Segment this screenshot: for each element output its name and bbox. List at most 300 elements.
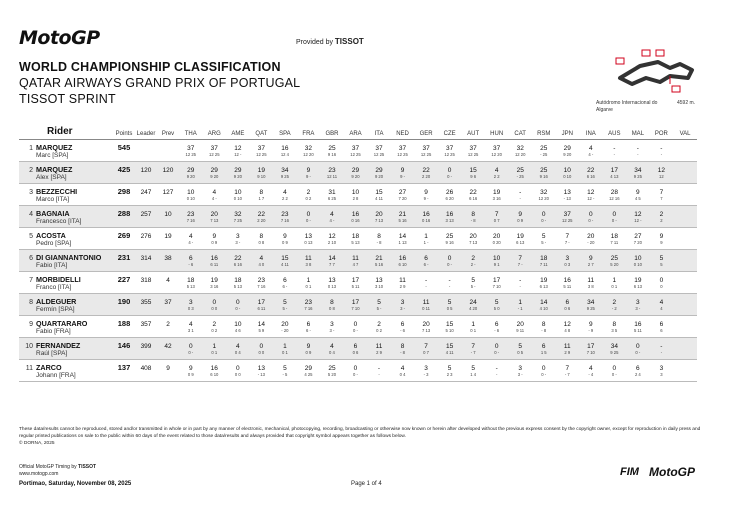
race-split-points: - [508,284,532,294]
race-split-points: - 7 [556,372,580,382]
race-points: 34 [626,162,650,174]
race-split-points: 9 [650,240,674,250]
race-split-points: 7 7 [320,262,344,272]
race-points: 0 [579,206,603,218]
location-date: Portimao, Saturday, November 08, 2025 [19,481,132,487]
circuit-name: Autódromo Internacional do [596,100,658,106]
race-points: 18 [187,276,195,284]
race-points: - [636,144,639,152]
race-points: 37 [445,144,454,152]
race-split-points: 0 20 [485,240,509,250]
race-points: 14 [257,320,265,328]
race-split-points: 7 13 [367,218,391,228]
race-points: 0 [438,162,462,174]
race-split-points: 6 11 [250,306,274,316]
race-points: 3 [518,364,523,372]
table-row-sub [19,240,697,250]
race-split-points: 9 25 [273,174,297,184]
pos-spacer [19,240,33,250]
race-points: 0 [297,206,321,218]
race-split-points: 0 4 [226,350,250,360]
race-split-points [673,262,697,272]
race-split-points: 9 11 [508,328,532,338]
race-split-points: 6 13 [626,284,650,294]
race-split-points: 7 11 [603,240,627,250]
table-row-sub [19,306,697,316]
points-spacer [113,240,135,250]
race-split-points: 0 9 [297,350,321,360]
race-points: 9 [212,232,217,240]
race-points: 37 [257,144,265,152]
rider-prev-gap: 37 [157,294,179,306]
race-split-points: 3 - [226,240,250,250]
race-points: 3 [626,294,650,306]
race-points: 13 [257,364,265,372]
rider-leader-gap: 399 [135,338,157,350]
rider-firstname-country: Marco [ITA] [33,196,113,206]
race-points: 6 [556,294,580,306]
race-split-points: 6 - [297,328,321,338]
race-split-points: 6 20 [438,196,462,206]
pos-spacer [19,218,33,228]
race-points: 16 [563,276,571,284]
race-points: 32 [226,206,250,218]
race-points: 3 [556,250,580,262]
race-points: - [377,364,381,372]
race-points: 4 [588,144,593,152]
race-split-points: 12 25 [391,152,415,162]
race-split-points: 3 8 [297,262,321,272]
race-points [673,228,697,240]
race-points [673,250,697,262]
race-points: 25 [540,144,548,152]
race-split-points: 12 - [226,152,250,162]
race-points: 0 [612,364,617,372]
race-split-points: - 25 [532,152,556,162]
race-points: - [424,276,428,284]
header-ina: INA [579,126,603,140]
race-split-points: 3 - [391,306,415,316]
rider-surname: MORBIDELLI [36,274,81,284]
race-split-points: 7 25 [226,218,250,228]
race-split-points: 0 16 [414,218,438,228]
rider-leader-gap: 357 [140,320,152,328]
race-points: 0 [353,364,358,372]
race-split-points: 4 8 [556,328,580,338]
race-points: 0 [250,338,274,350]
website-link[interactable]: www.motogp.com [19,471,59,477]
race-points: 13 [328,276,336,284]
race-points: 16 [391,250,415,262]
race-split-points: 2 [650,218,674,228]
race-points: 19 [250,162,274,174]
leader-spacer [135,350,157,360]
race-points: 10 [556,162,580,174]
rider-prev-gap: 9 [166,364,170,372]
race-split-points: 0 - [344,372,368,382]
points-spacer [113,284,135,294]
race-split-points: 6 - [414,262,438,272]
race-points [673,316,697,328]
race-points: 5 [273,294,297,306]
race-split-points: 2 7 [579,262,603,272]
race-points: 23 [297,294,321,306]
table-row [19,360,697,372]
race-points: 6 [179,250,203,262]
race-points: 18 [234,276,242,284]
race-split-points: 12 11 [320,174,344,184]
race-points: 7 [565,364,570,372]
header-mal: MAL [626,126,650,140]
race-points: 29 [304,364,313,372]
race-points: 2 [212,320,217,328]
race-points: 0 [659,276,664,284]
race-points: 4 [320,338,344,350]
race-points: 12 [650,162,674,174]
rider-prev-gap: 2 [166,320,170,328]
header-tha: THA [179,126,203,140]
race-points [673,184,697,196]
header-aus: AUS [603,126,627,140]
rider-position: 4 [19,206,33,218]
race-split-points: - 20 [579,240,603,250]
race-points: 19 [516,232,524,240]
race-points: 18 [532,250,556,262]
race-split-points: 9 - [414,196,438,206]
race-split-points: 9 20 [179,174,203,184]
points-spacer [113,262,135,272]
race-split-points: 6 16 [579,174,603,184]
race-split-points: 0 1 [297,284,321,294]
rider-firstname-country: Fermín [SPA] [33,306,113,316]
race-split-points: 6 13 [508,240,532,250]
race-split-points: 0 10 [556,174,580,184]
race-split-points: 0 16 [344,218,368,228]
race-points: 17 [351,276,360,284]
race-split-points: - 8 [532,328,556,338]
race-split-points: 5 - [461,284,485,294]
race-split-points: 0 7 [414,350,438,360]
race-split-points: 7 [650,196,674,206]
race-points: 37 [422,144,430,152]
race-points: 23 [179,206,203,218]
rider-leader-gap: 276 [140,232,152,240]
race-points: 29 [179,162,203,174]
leader-spacer [135,306,157,316]
table-body [19,140,697,382]
race-split-points: 0 1 [273,350,297,360]
header-ara: ARA [344,126,368,140]
race-split-points: 7 13 [203,218,227,228]
race-split-points: 12 25 [438,152,462,162]
race-split-points: 0 1 [203,350,227,360]
race-split-points [673,174,697,184]
race-split-points: 9 - [297,174,321,184]
race-split-points: 12 16 [603,196,627,206]
race-points: 0 [179,338,203,350]
page-number: Page 1 of 4 [351,481,382,487]
race-points: 29 [563,144,571,152]
pos-spacer [19,350,33,360]
race-points: 6 [400,320,405,328]
race-points: 3 [236,232,240,240]
race-points: 10 [485,250,509,262]
race-points: 1 [424,232,428,240]
race-split-points: - 8 [461,218,485,228]
race-points: 11 [587,276,595,284]
rider-prev-gap: 120 [157,162,179,174]
race-points: 1 [203,338,227,350]
race-points: 26 [445,188,454,196]
rider-position: 8 [19,294,33,306]
rider-leader-gap: 257 [135,206,157,218]
race-points: 3 [179,294,203,306]
race-split-points: 5 13 [344,240,368,250]
header-qat: QAT [250,126,274,140]
race-points: 23 [273,206,297,218]
race-points: 4 [188,320,193,328]
race-split-points: 0 8 [320,306,344,316]
race-split-points: 12 20 [532,196,556,206]
race-split-points: 0 0 [203,306,227,316]
race-split-points: - 3 [414,372,438,382]
race-points: 8 [461,206,485,218]
race-points: 8 [391,338,415,350]
race-points: - [448,276,451,284]
race-points: 2 [603,294,627,306]
header-jpn: JPN [556,126,580,140]
race-points: 4 [320,206,344,218]
race-split-points: 0 4 [320,350,344,360]
race-points: 32 [540,188,548,196]
race-split-points: 0 10 [179,196,203,206]
race-split-points [673,372,697,382]
rider-points: 146 [113,338,135,350]
race-split-points: - 2 [603,306,627,316]
provided-by [296,37,364,46]
header-rider: Rider [33,126,113,140]
race-points: 32 [304,144,313,152]
race-split-points: 0 - [438,262,462,272]
race-split-points [673,328,697,338]
race-split-points: - [367,372,391,382]
race-split-points: 4 0 [250,262,274,272]
race-points: 5 [541,232,546,240]
header-prev: Prev [157,126,179,140]
rider-firstname-country: Franco [ITA] [33,284,113,294]
race-split-points: 0 - [603,218,627,228]
race-split-points: 1 13 [391,240,415,250]
race-split-points: 2 4 [626,372,650,382]
race-points: 11 [297,250,321,262]
race-split-points: 2 9 [367,350,391,360]
race-points: 34 [603,338,627,350]
race-split-points: 0 - [297,218,321,228]
race-points: 18 [610,232,618,240]
race-split-points: 0 1 [461,328,485,338]
race-points: 14 [398,232,407,240]
pos-spacer [19,328,33,338]
race-points: 1 [273,338,297,350]
race-split-points: 6 [650,328,674,338]
rider-prev-gap [157,140,179,152]
race-points [673,272,697,284]
race-split-points: 4 11 [438,350,462,360]
race-split-points: - [438,284,462,294]
race-points: 19 [210,276,218,284]
race-split-points: 6 11 [203,262,227,272]
race-split-points: - 8 [367,240,391,250]
race-split-points: 2 2 [485,174,509,184]
rider-points: 231 [113,250,135,262]
race-points: 22 [226,250,250,262]
race-split-points: 9 25 [626,174,650,184]
race-points: 23 [320,162,344,174]
race-split-points: 7 20 [626,240,650,250]
race-points: 37 [210,144,218,152]
rider-prev-gap: 19 [164,232,172,240]
header-ned: NED [391,126,415,140]
official-timing [19,464,96,470]
race-points: 29 [203,162,227,174]
race-points: 17 [493,276,501,284]
race-split-points [673,306,697,316]
race-split-points: 12 [650,174,674,184]
table-row [19,338,697,350]
race-split-points: 6 25 [320,196,344,206]
race-points: - [519,276,522,284]
race-points: - [660,144,663,152]
race-points: 9 [588,320,593,328]
race-points: 31 [328,188,336,196]
table-row [19,184,697,196]
race-split-points: 9 1 [485,262,509,272]
points-spacer [113,152,135,162]
race-split-points: 5 9 [250,328,274,338]
race-split-points: 0 3 [556,262,580,272]
rider-position: 7 [29,276,33,284]
race-split-points: 0 2 [297,196,321,206]
race-points: 6 [636,364,640,372]
race-split-points: 5 16 [367,262,391,272]
race-split-points: 12 25 [203,152,227,162]
race-split-points: 9 - [391,174,415,184]
race-points: 17 [250,294,274,306]
header-por: POR [650,126,674,140]
race-points: 10 [187,188,195,196]
race-split-points: 4 - [579,152,603,162]
race-split-points: 9 16 [438,240,462,250]
table-row [19,272,697,284]
race-points: 5 [471,276,475,284]
race-points: 27 [634,232,642,240]
race-split-points: 0 9 [273,240,297,250]
race-split-points: 5 - [532,240,556,250]
race-points: 17 [344,294,368,306]
rider-position: 11 [25,364,33,372]
rider-position: 1 [29,144,33,152]
race-split-points: 5 13 [179,284,203,294]
race-split-points: 0 - [532,218,556,228]
race-points [673,140,697,152]
race-points: 9 [297,162,321,174]
race-split-points: - [650,350,674,360]
race-split-points: 0 - [579,218,603,228]
event-name: QATAR AIRWAYS GRAND PRIX OF PORTUGAL [19,76,301,90]
race-split-points: 0 0 [226,372,250,382]
race-split-points: 1 - [414,240,438,250]
race-points: 4 [588,364,593,372]
race-points: 2 [306,188,311,196]
race-split-points: 0 2 [203,328,227,338]
table-row [19,140,697,152]
race-split-points: 2 20 [414,174,438,184]
race-split-points: 0 10 [226,196,250,206]
race-points: 16 [438,206,462,218]
pos-spacer [19,262,33,272]
race-split-points: - 6 [485,328,509,338]
race-points: 9 [424,188,428,196]
rider-firstname-country: Francesco [ITA] [33,218,113,228]
rider-prev-gap: 4 [166,276,170,284]
race-points: 4 [400,364,405,372]
race-split-points: 3 - [626,306,650,316]
header-cat: CAT [508,126,532,140]
race-split-points: 0 3 [179,306,203,316]
leader-spacer [135,328,157,338]
race-points: 21 [391,206,415,218]
race-split-points: 0 9 [179,372,203,382]
race-split-points: - 1 [508,306,532,316]
race-split-points: 12 - [626,218,650,228]
leader-spacer [135,152,157,162]
session-name: TISSOT SPRINT [19,92,116,106]
race-points: 28 [610,188,618,196]
race-points: 16 [210,364,218,372]
race-points: 1 [508,294,532,306]
race-split-points: 12 25 [556,218,580,228]
race-points: 2 [377,320,381,328]
rider-leader-gap: 355 [135,294,157,306]
race-points: 17 [579,338,603,350]
race-split-points: 5 20 [320,372,344,382]
race-points: 9 [636,188,640,196]
race-split-points: 3 5 [603,328,627,338]
race-points: 0 [236,364,240,372]
race-points: 20 [367,206,391,218]
race-points: 16 [203,250,227,262]
race-split-points [673,284,697,294]
rider-prev-gap: 42 [157,338,179,350]
race-split-points: 5 [650,262,674,272]
race-split-points: - [626,152,650,162]
race-points: - [495,364,498,372]
header-leader: Leader [135,126,157,140]
copyright: © DORNA, 2025 [19,441,55,446]
race-split-points: 4 13 [603,174,627,184]
race-split-points: 0 5 [508,350,532,360]
race-split-points: 9 25 [579,306,603,316]
table-row-sub [19,152,697,162]
points-spacer [113,218,135,228]
race-split-points: 5 11 [626,328,650,338]
rider-points: 137 [117,362,131,372]
race-points: 1 [612,276,617,284]
race-split-points: 0 8 [250,240,274,250]
tissot-logo: TISSOT [334,37,364,46]
race-split-points: 12 20 [508,152,532,162]
race-points: 4 [485,162,509,174]
